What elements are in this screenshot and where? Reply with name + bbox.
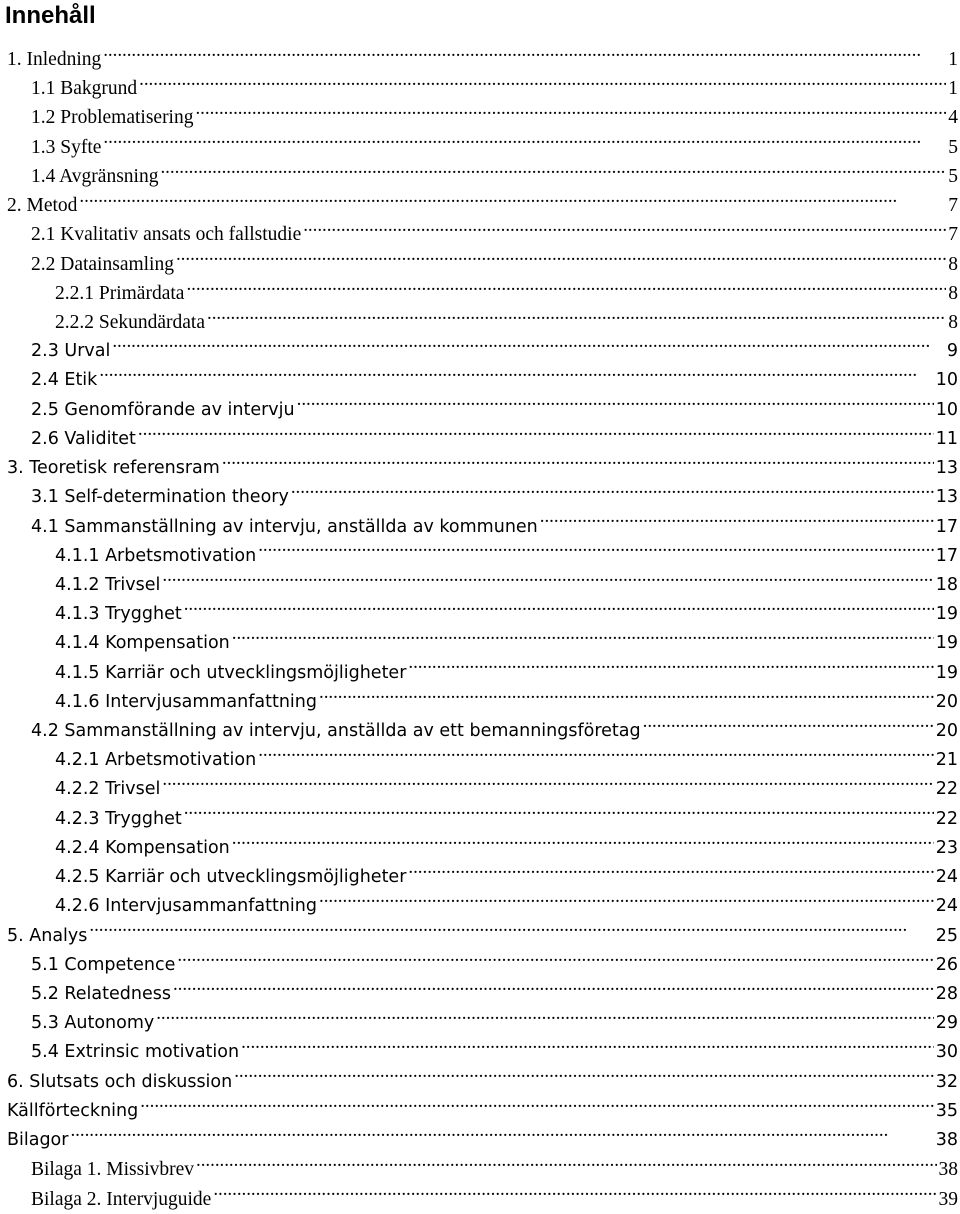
toc-entry[interactable]: [0, 1038, 960, 1067]
toc-entry-page-number: 4: [948, 107, 958, 129]
toc-entry-title: 5. Analys: [7, 925, 88, 946]
toc-entry-page-number: 13: [935, 458, 958, 479]
dot-leader: [186, 279, 946, 299]
dot-leader: [207, 308, 946, 328]
toc-entry-page-number: 17: [935, 516, 958, 537]
dot-leader: [177, 952, 933, 970]
dot-leader: [291, 485, 934, 503]
toc-entry-title: 2.4 Etik: [31, 370, 98, 391]
toc-entry[interactable]: [0, 1185, 960, 1214]
dot-leader: [140, 1098, 934, 1116]
toc-entry[interactable]: [0, 162, 960, 191]
toc-entry-title: 2.2.2 Sekundärdata: [55, 311, 206, 333]
dot-leader: [319, 894, 934, 912]
toc-entry-page-number: 8: [948, 282, 958, 304]
toc-entry[interactable]: [0, 805, 960, 834]
toc-entry-title: 2.5 Genomförande av intervju: [31, 399, 295, 420]
toc-entry-title: 1.4 Avgränsning: [31, 165, 159, 187]
toc-entry-title: 1. Inledning: [7, 49, 102, 70]
toc-entry-page-number: 28: [935, 984, 958, 1004]
toc-entry-page-number: 23: [935, 837, 958, 858]
toc-entry[interactable]: [0, 863, 960, 892]
dot-leader: [195, 104, 946, 124]
toc-entry[interactable]: [0, 337, 960, 366]
toc-entry[interactable]: [0, 133, 960, 162]
dot-leader: [160, 162, 946, 182]
toc-entry[interactable]: [0, 629, 960, 658]
toc-entry[interactable]: [0, 688, 960, 717]
dot-leader: [103, 133, 946, 153]
toc-entry-page-number: 11: [935, 428, 958, 449]
page-title: Innehåll: [5, 2, 96, 29]
toc-entry-page-number: 1: [948, 78, 958, 100]
dot-leader: [303, 221, 946, 241]
toc-entry-title: 4.1.2 Trivsel: [55, 574, 161, 595]
toc-entry[interactable]: [0, 191, 960, 220]
toc-entry-page-number: 39: [938, 1188, 958, 1210]
toc-entry-title: Bilagor: [7, 1130, 69, 1151]
dot-leader: [176, 250, 946, 270]
toc-entry-title: 1.1 Bakgrund: [31, 78, 138, 100]
dot-leader: [213, 1185, 936, 1205]
toc-entry-title: 1.2 Problematisering: [31, 107, 194, 129]
toc-entry[interactable]: [0, 308, 960, 337]
toc-entry-title: 2.2 Datainsamling: [31, 253, 174, 275]
toc-entry-page-number: 24: [935, 896, 958, 917]
toc-entry[interactable]: [0, 45, 960, 74]
dot-leader: [162, 777, 933, 795]
toc-entry-title: 4.2.4 Kompensation: [55, 837, 230, 858]
dot-leader: [112, 339, 945, 357]
dot-leader: [319, 689, 934, 707]
toc-entry-title: 1.3 Syfte: [31, 136, 102, 158]
toc-entry-title: 4.1.4 Kompensation: [55, 633, 230, 654]
toc-entry-page-number: 19: [935, 633, 958, 654]
toc-entry-title: 4.1.6 Intervjusammanfattning: [55, 691, 317, 712]
toc-entry-page-number: 5: [948, 136, 958, 158]
toc-entry[interactable]: [0, 1126, 960, 1155]
toc-entry[interactable]: [0, 250, 960, 279]
toc-entry[interactable]: [0, 746, 960, 775]
toc-entry-page-number: 24: [935, 867, 958, 888]
toc-entry[interactable]: [0, 220, 960, 249]
dot-leader: [408, 660, 933, 678]
toc-entry[interactable]: [0, 980, 960, 1009]
toc-entry[interactable]: [0, 483, 960, 512]
toc-entry-page-number: 17: [935, 545, 958, 566]
dot-leader: [232, 835, 934, 853]
toc-entry-title: 3. Teoretisk referensram: [7, 458, 220, 479]
toc-entry[interactable]: [0, 659, 960, 688]
dot-leader: [408, 865, 933, 883]
toc-entry-page-number: 19: [935, 662, 958, 683]
toc-entry-page-number: 20: [935, 721, 958, 742]
toc-entry-page-number: 13: [935, 487, 958, 508]
table-of-contents: [0, 45, 960, 1214]
toc-entry-title: 2.3 Urval: [31, 341, 111, 362]
dot-leader: [258, 748, 934, 766]
toc-entry-title: 3.1 Self-determination theory: [31, 487, 289, 508]
toc-entry-page-number: 35: [935, 1100, 958, 1121]
toc-entry[interactable]: [0, 425, 960, 454]
toc-entry-page-number: 9: [946, 341, 958, 362]
toc-entry-title: 4.2.3 Trygghet: [55, 808, 182, 829]
toc-entry-page-number: 30: [935, 1042, 958, 1063]
toc-entry-page-number: 10: [935, 370, 958, 391]
toc-entry[interactable]: [0, 922, 960, 951]
dot-leader: [162, 572, 933, 590]
toc-entry-title: 4.2.1 Arbetsmotivation: [55, 750, 257, 771]
toc-entry-page-number: 10: [935, 399, 958, 420]
toc-entry-page-number: 8: [948, 311, 958, 333]
toc-entry[interactable]: [0, 571, 960, 600]
toc-entry[interactable]: [0, 951, 960, 980]
dot-leader: [139, 75, 946, 95]
toc-entry-title: Bilaga 2. Intervjuguide: [31, 1188, 212, 1210]
toc-entry-title: 4.2.5 Karriär och utvecklingsmöjligheter: [55, 867, 407, 888]
toc-entry-page-number: 8: [948, 253, 958, 275]
toc-entry-title: 4.1.5 Karriär och utvecklingsmöjligheter: [55, 662, 407, 683]
toc-entry-title: 2. Metod: [7, 195, 78, 217]
dot-leader: [99, 368, 933, 386]
toc-entry-title: 4.2.2 Trivsel: [55, 779, 161, 800]
dot-leader: [184, 806, 934, 824]
dot-leader: [173, 982, 934, 1000]
toc-entry-page-number: 25: [935, 925, 958, 946]
toc-entry-page-number: 22: [935, 779, 958, 800]
toc-entry-page-number: 21: [935, 750, 958, 771]
toc-entry[interactable]: [0, 600, 960, 629]
toc-entry-title: 2.1 Kvalitativ ansats och fallstudie: [31, 224, 302, 246]
toc-entry[interactable]: [0, 366, 960, 395]
toc-entry-title: 2.2.1 Primärdata: [55, 282, 185, 304]
toc-entry-page-number: 19: [935, 604, 958, 625]
dot-leader: [184, 602, 934, 620]
toc-entry-title: 4.1 Sammanställning av intervju, anställda av kommunen: [31, 516, 538, 537]
toc-entry[interactable]: [0, 1155, 960, 1184]
dot-leader: [241, 1040, 934, 1058]
dot-leader: [232, 631, 934, 649]
toc-entry[interactable]: [0, 1068, 960, 1097]
dot-leader: [297, 397, 934, 415]
dot-leader: [540, 514, 934, 532]
toc-entry-page-number: 26: [935, 954, 958, 975]
toc-entry-title: 5.4 Extrinsic motivation: [31, 1042, 240, 1063]
toc-entry[interactable]: [0, 717, 960, 746]
toc-entry-page-number: 38: [935, 1130, 958, 1151]
toc-entry-page-number: 7: [948, 195, 958, 217]
toc-entry-page-number: 1: [948, 49, 958, 70]
toc-entry-page-number: 22: [935, 808, 958, 829]
toc-entry[interactable]: [0, 103, 960, 132]
toc-entry-title: 4.1.3 Trygghet: [55, 604, 182, 625]
toc-entry-page-number: 29: [935, 1013, 958, 1034]
dot-leader: [79, 192, 946, 212]
toc-entry[interactable]: [0, 396, 960, 425]
dot-leader: [89, 923, 933, 941]
dot-leader: [138, 426, 934, 444]
dot-leader: [103, 46, 946, 66]
toc-entry-title: Källförteckning: [7, 1100, 139, 1121]
dot-leader: [70, 1128, 933, 1146]
toc-entry[interactable]: [0, 74, 960, 103]
toc-entry[interactable]: [0, 775, 960, 804]
dot-leader: [643, 719, 934, 737]
toc-entry-title: 4.2.6 Intervjusammanfattning: [55, 896, 317, 917]
toc-entry[interactable]: [0, 1097, 960, 1126]
toc-entry[interactable]: [0, 454, 960, 483]
toc-entry-title: 5.2 Relatedness: [31, 984, 171, 1004]
toc-entry-page-number: 7: [948, 224, 958, 246]
dot-leader: [258, 543, 934, 561]
toc-entry[interactable]: [0, 892, 960, 921]
toc-entry-page-number: 18: [935, 574, 958, 595]
toc-entry[interactable]: [0, 1009, 960, 1038]
toc-entry-title: 4.1.1 Arbetsmotivation: [55, 545, 257, 566]
toc-entry-title: 5.1 Competence: [31, 954, 176, 975]
toc-entry-title: 4.2 Sammanställning av intervju, anställda av ett bemanningsföretag: [31, 721, 641, 742]
dot-leader: [234, 1069, 934, 1087]
toc-entry-title: 5.3 Autonomy: [31, 1013, 155, 1034]
toc-entry-page-number: 5: [948, 165, 958, 187]
toc-entry-page-number: 32: [935, 1071, 958, 1092]
toc-entry[interactable]: [0, 513, 960, 542]
toc-entry[interactable]: [0, 834, 960, 863]
toc-entry[interactable]: [0, 279, 960, 308]
toc-entry-title: 6. Slutsats och diskussion: [7, 1071, 233, 1092]
dot-leader: [222, 456, 934, 474]
toc-entry-title: 2.6 Validitet: [31, 428, 136, 449]
toc-entry-page-number: 38: [938, 1159, 958, 1181]
dot-leader: [156, 1011, 933, 1029]
dot-leader: [196, 1156, 936, 1176]
toc-entry-title: Bilaga 1. Missivbrev: [31, 1159, 195, 1181]
toc-entry-page-number: 20: [935, 691, 958, 712]
toc-entry[interactable]: [0, 542, 960, 571]
